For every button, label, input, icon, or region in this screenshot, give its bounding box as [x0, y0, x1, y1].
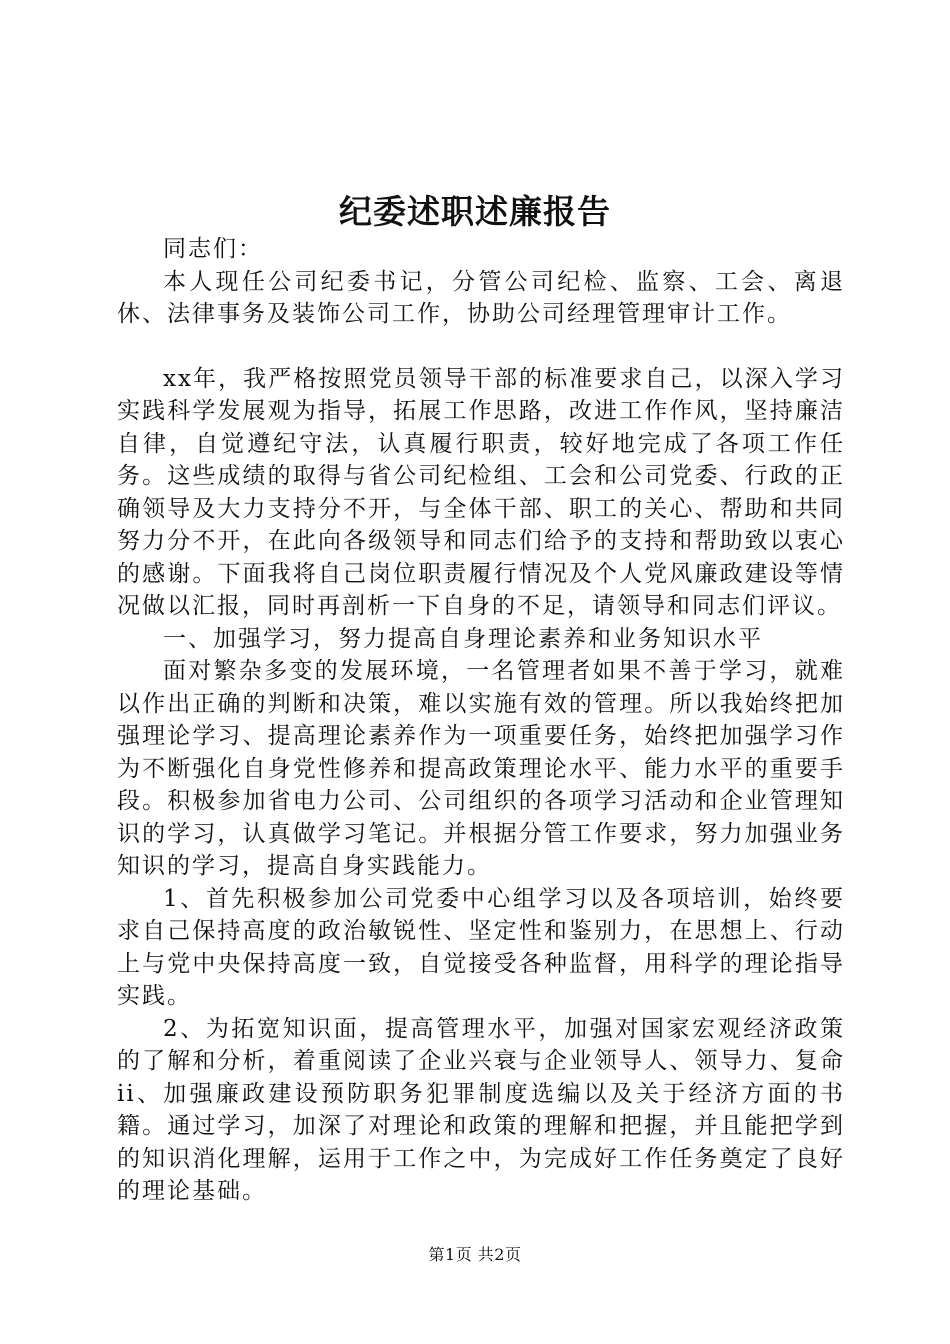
page-number-footer: 第1页 共2页 [428, 1245, 522, 1264]
salutation-paragraph: 同志们： [163, 236, 263, 262]
document-title: 纪委述职述廉报告 [339, 192, 611, 231]
body-paragraph: xx年，我严格按照党员领导干部的标准要求自己，以深入学习实践科学发展观为指导，拓展工作思路，改进工作作风，坚持廉洁自律，自觉遵纪守法，认真履行职责，较好地完成了各项工作任务。这些成绩的取得与省公司纪检组、工会和公司党委、行政的正确领导及大力支持分不开，与全体干部、职工的关心、帮助和共同努力分不开，在此向各级领导和同志们给予的支持和帮助致以衷心的感谢。下面我将自己岗位职责履行情况及个人党风廉政建设等情况做以汇报，同时再剖析一下自身的不足，请领导和同志们评议。 [117, 365, 845, 619]
section-heading: 一、加强学习，努力提高自身理论素养和业务知识水平 [163, 625, 763, 652]
body-paragraph: 本人现任公司纪委书记，分管公司纪检、监察、工会、离退休、法律事务及装饰公司工作，协助公司经理管理审计工作。 [117, 268, 845, 327]
body-paragraph: 面对繁杂多变的发展环境，一名管理者如果不善于学习，就难以作出正确的判断和决策，难以实施有效的管理。所以我始终把加强理论学习、提高理论素养作为一项重要任务，始终把加强学习作为不断强化自身党性修养和提高政策理论水平、能力水平的重要手段。积极参加省电力公司、公司组织的各项学习活动和企业管理知识的学习，认真做学习笔记。并根据分管工作要求，努力加强业务知识的学习，提高自身实践能力。 [117, 658, 845, 879]
list-item-paragraph: 1、首先积极参加公司党委中心组学习以及各项培训，始终要求自己保持高度的政治敏锐性、坚定性和鉴别力，在思想上、行动上与党中央保持高度一致，自觉接受各种监督，用科学的理论指导实践。 [117, 885, 845, 1009]
list-item-paragraph: 2、为拓宽知识面，提高管理水平，加强对国家宏观经济政策的了解和分析，着重阅读了企业兴衰与企业领导人、领导力、复命ii、加强廉政建设预防职务犯罪制度选编以及关于经济方面的书籍。通过学习，加深了对理论和政策的理解和把握，并且能把学到的知识消化理解，运用于工作之中，为完成好工作任务奠定了良好的理论基础。 [117, 1015, 845, 1204]
document-body [117, 233, 845, 1208]
